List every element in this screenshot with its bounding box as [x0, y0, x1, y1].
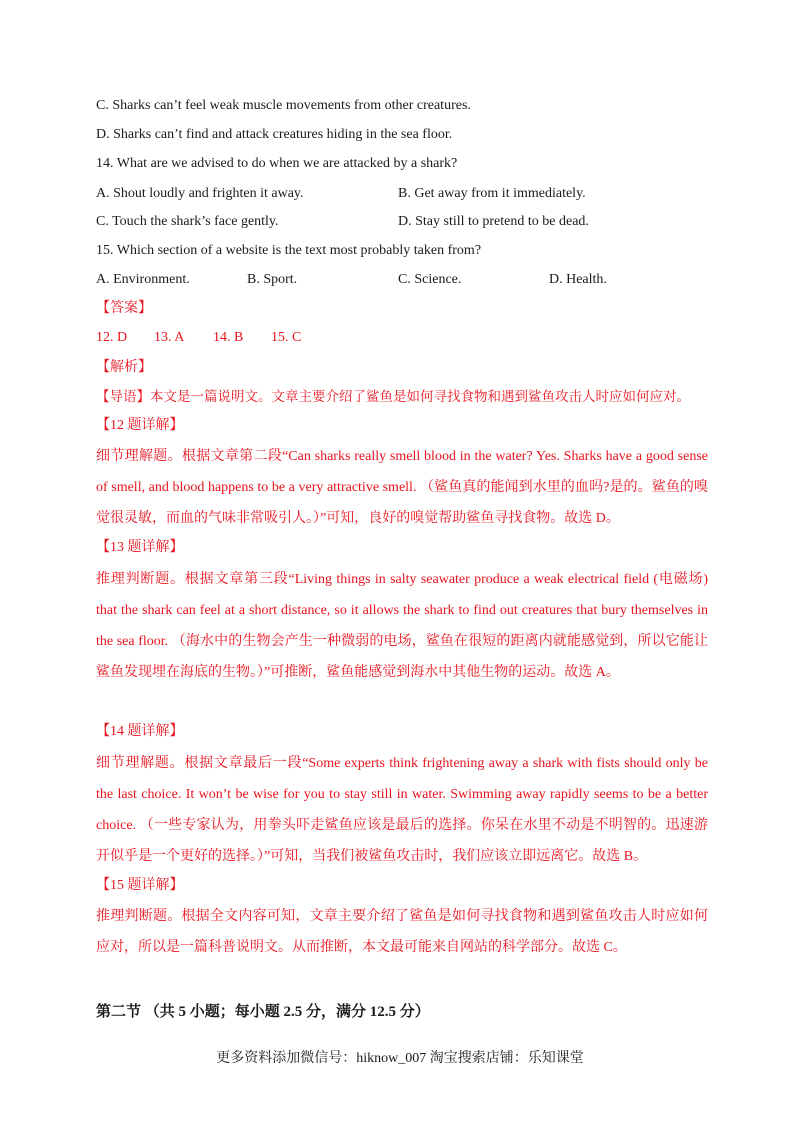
q15-option-b: B. Sport. [247, 272, 298, 287]
section-title: 第二节 （共 5 小题；每小题 2.5 分，满分 12.5 分） [96, 1004, 430, 1020]
detail-13-text: 推理判断题。根据文章第三段“Living things in salty seawater produce a weak electrical field (电磁场) that the shark can feel at a short distance, so it allows the shark to find out creatures that bury themselves in the sea floor. （海水中的生物会产生一种微弱的电场，鲨鱼在很短的距离内就能感觉到，所以它能让鲨鱼发现埋在海底的生物。）”可推断，鲨鱼能感觉到海水中其他生物的运动。故选 A。 [96, 572, 708, 680]
q14-stem: 14. What are we advised to do when we are attacked by a shark? [96, 156, 458, 171]
q13-option-c: C. Sharks can’t feel weak muscle movements from other creatures. [96, 98, 471, 113]
q14-option-b: B. Get away from it immediately. [398, 186, 586, 201]
detail-14-text: 细节理解题。根据文章最后一段“Some experts think frightening away a shark with fists should only be the last choice. It won’t be wise for you to stay still in water. Swimming away rapidly seems to be a better choice. （一些专家认为，用拳头吓走鲨鱼应该是最后的选择。你呆在水里不动是不明智的。迅速游开似乎是一个更好的选择。）”可知，当我们被鲨鱼攻击时，我们应该立即远离它。故选 B。 [96, 756, 708, 864]
analysis-heading: 【解析】 [96, 360, 152, 375]
detail-12-heading: 【12 题详解】 [96, 418, 184, 433]
answer-heading: 【答案】 [96, 301, 152, 316]
q15-option-d: D. Health. [549, 272, 607, 287]
analysis-guide: 【导语】本文是一篇说明文。文章主要介绍了鲨鱼是如何寻找食物和遇到鲨鱼攻击人时应如何应对。 [96, 389, 690, 404]
q15-option-a: A. Environment. [96, 272, 190, 287]
answer-15: 15. C [271, 330, 302, 345]
footer-note: 更多资料添加微信号：hiknow_007 淘宝搜索店铺：乐知课堂 [216, 1051, 584, 1066]
answer-14: 14. B [213, 330, 244, 345]
detail-13-heading: 【13 题详解】 [96, 540, 184, 555]
q15-option-c: C. Science. [398, 272, 462, 287]
detail-12-text: 细节理解题。根据文章第二段“Can sharks really smell blood in the water? Yes. Sharks have a good sense of smell, and blood happens to be a very attractive smell. （鲨鱼真的能闻到水里的血吗?是的。鲨鱼的嗅觉很灵敏，而血的气味非常吸引人。）”可知，良好的嗅觉帮助鲨鱼寻找食物。故选 D。 [96, 449, 708, 526]
q14-option-c: C. Touch the shark’s face gently. [96, 214, 279, 229]
detail-14-heading: 【14 题详解】 [96, 724, 184, 739]
answer-12: 12. D [96, 330, 128, 345]
q13-option-d: D. Sharks can’t find and attack creatures hiding in the sea floor. [96, 127, 453, 142]
detail-15-text: 推理判断题。根据全文内容可知，文章主要介绍了鲨鱼是如何寻找食物和遇到鲨鱼攻击人时应如何应对，所以是一篇科普说明文。从而推断，本文最可能来自网站的科学部分。故选 C。 [96, 909, 708, 955]
answer-13: 13. A [154, 330, 185, 345]
q15-stem: 15. Which section of a website is the text most probably taken from? [96, 243, 482, 258]
detail-15-heading: 【15 题详解】 [96, 878, 184, 893]
q14-option-a: A. Shout loudly and frighten it away. [96, 186, 304, 201]
q14-option-d: D. Stay still to pretend to be dead. [398, 214, 589, 229]
